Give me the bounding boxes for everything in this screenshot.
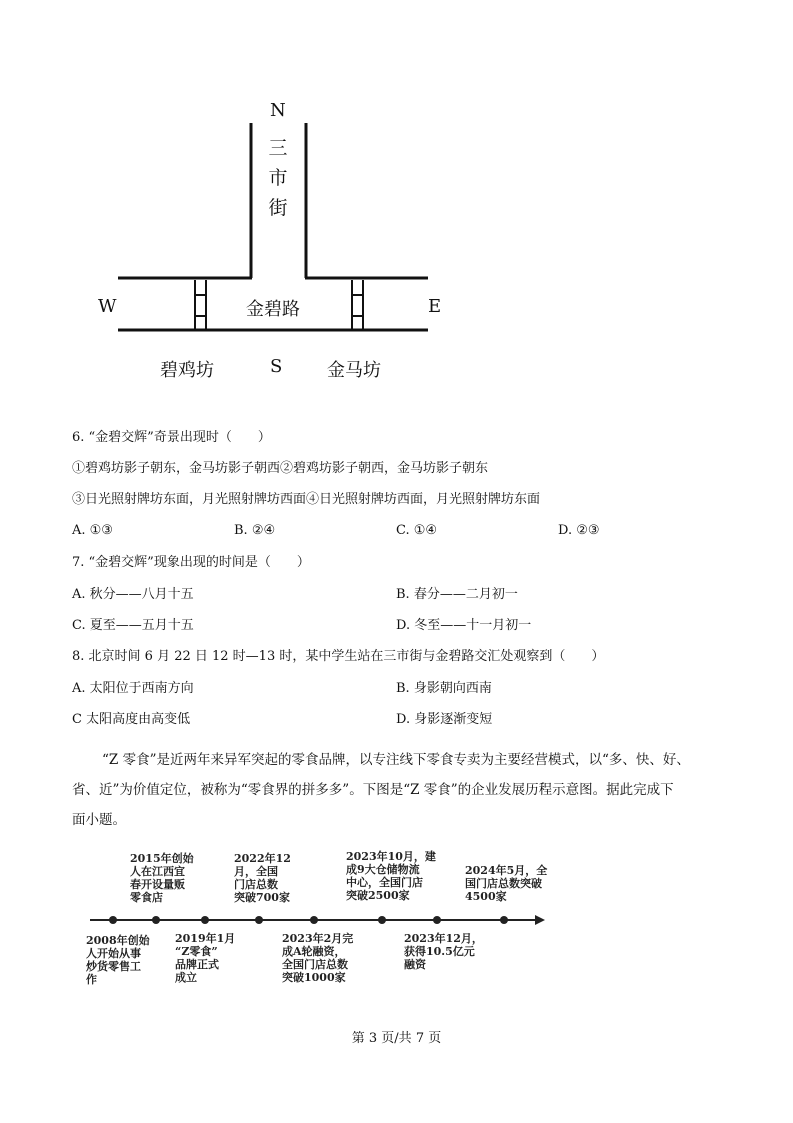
timeline-dot bbox=[109, 916, 117, 924]
q6-option-a[interactable]: A. ①③ bbox=[72, 523, 113, 538]
q6-stem: 6. “金碧交辉”奇景出现时（ ） bbox=[72, 430, 271, 445]
street-name-sanshi bbox=[266, 136, 290, 226]
timeline-dot bbox=[378, 916, 386, 924]
street-char: 街 bbox=[268, 197, 288, 219]
q7-stem: 7. “金碧交辉”现象出现的时间是（ ） bbox=[72, 555, 310, 570]
timeline-dot bbox=[152, 916, 160, 924]
timeline-event-2023-12: 2023年12月， 获得10.5亿元 融资 bbox=[404, 932, 483, 971]
q6-option-b[interactable]: B. ②④ bbox=[234, 523, 276, 538]
timeline-event-2023-02: 2023年2月完 成A轮融资， 全国门店总数 突破1000家 bbox=[282, 932, 354, 984]
arch-right-symbol bbox=[352, 280, 363, 330]
timeline-dot bbox=[201, 916, 209, 924]
street-char: 三 bbox=[268, 137, 288, 159]
intro-paragraph bbox=[72, 745, 732, 835]
page-number: 第 3 页/共 7 页 bbox=[351, 1031, 442, 1046]
arch-left-symbol bbox=[195, 280, 206, 330]
q8-option-a[interactable]: A. 太阳位于西南方向 bbox=[72, 681, 194, 696]
street-map-figure bbox=[0, 0, 793, 400]
q6-statement-1: ①碧鸡坊影子朝东，金马坊影子朝西②碧鸡坊影子朝西，金马坊影子朝东 bbox=[72, 461, 489, 476]
arch-left-label: 碧鸡坊 bbox=[160, 360, 214, 381]
q6-option-d[interactable]: D. ②③ bbox=[558, 523, 600, 538]
compass-west: W bbox=[98, 296, 117, 317]
timeline-dot bbox=[255, 916, 263, 924]
timeline-event-2015: 2015年创始 人在江西宜 春开设量贩 零食店 bbox=[130, 852, 194, 904]
timeline-dot bbox=[310, 916, 318, 924]
q7-option-d[interactable]: D. 冬至——十一月初一 bbox=[396, 618, 532, 633]
timeline-event-2024-05: 2024年5月，全 国门店总数突破 4500家 bbox=[465, 864, 548, 903]
intro-line: “Z 零食”是近两年来异军突起的零食品牌，以专注线下零食专卖为主要经营模式，以“多、快、好、 bbox=[102, 752, 690, 768]
q8-option-d[interactable]: D. 身影逐渐变短 bbox=[396, 712, 493, 727]
q6-statement-2: ③日光照射牌坊东面，月光照射牌坊西面④日光照射牌坊西面，月光照射牌坊东面 bbox=[72, 492, 541, 507]
intro-line: 面小题。 bbox=[72, 812, 126, 828]
compass-north: N bbox=[270, 100, 286, 121]
timeline-event-2023-10: 2023年10月，建 成9大仓储物流 中心，全国门店 突破2500家 bbox=[346, 850, 436, 902]
timeline-figure bbox=[0, 840, 793, 1000]
q7-option-a[interactable]: A. 秋分——八月十五 bbox=[72, 587, 194, 602]
timeline-event-2019-01: 2019年1月 “Z零食” 品牌正式 成立 bbox=[175, 932, 236, 984]
arch-right-label: 金马坊 bbox=[327, 360, 381, 381]
q7-option-c[interactable]: C. 夏至——五月十五 bbox=[72, 618, 194, 633]
street-char: 市 bbox=[268, 167, 288, 189]
q8-option-b[interactable]: B. 身影朝向西南 bbox=[396, 681, 492, 696]
compass-south: S bbox=[270, 356, 283, 377]
q8-stem: 8. 北京时间 6 月 22 日 12 时—13 时，某中学生站在三市街与金碧路交汇处观察到（ ） bbox=[72, 649, 605, 664]
timeline-event-2008: 2008年创始 人开始从事 炒货零售工 作 bbox=[86, 934, 150, 986]
compass-east: E bbox=[428, 296, 442, 317]
q7-option-b[interactable]: B. 春分——二月初一 bbox=[396, 587, 518, 602]
q6-option-c[interactable]: C. ①④ bbox=[396, 523, 438, 538]
timeline-event-2022-12: 2022年12 月，全国 门店总数 突破700家 bbox=[234, 852, 291, 904]
intro-line: 省、近”为价值定位，被称为“零食界的拼多多”。下图是“Z 零食”的企业发展历程示意图。据此完成下 bbox=[72, 782, 674, 798]
timeline-dot bbox=[433, 916, 441, 924]
street-map-lines bbox=[0, 0, 793, 400]
timeline-dot bbox=[500, 916, 508, 924]
q8-option-c[interactable]: C 太阳高度由高变低 bbox=[72, 712, 191, 727]
timeline-arrowhead bbox=[535, 915, 545, 925]
road-name-jinbi: 金碧路 bbox=[246, 299, 300, 320]
